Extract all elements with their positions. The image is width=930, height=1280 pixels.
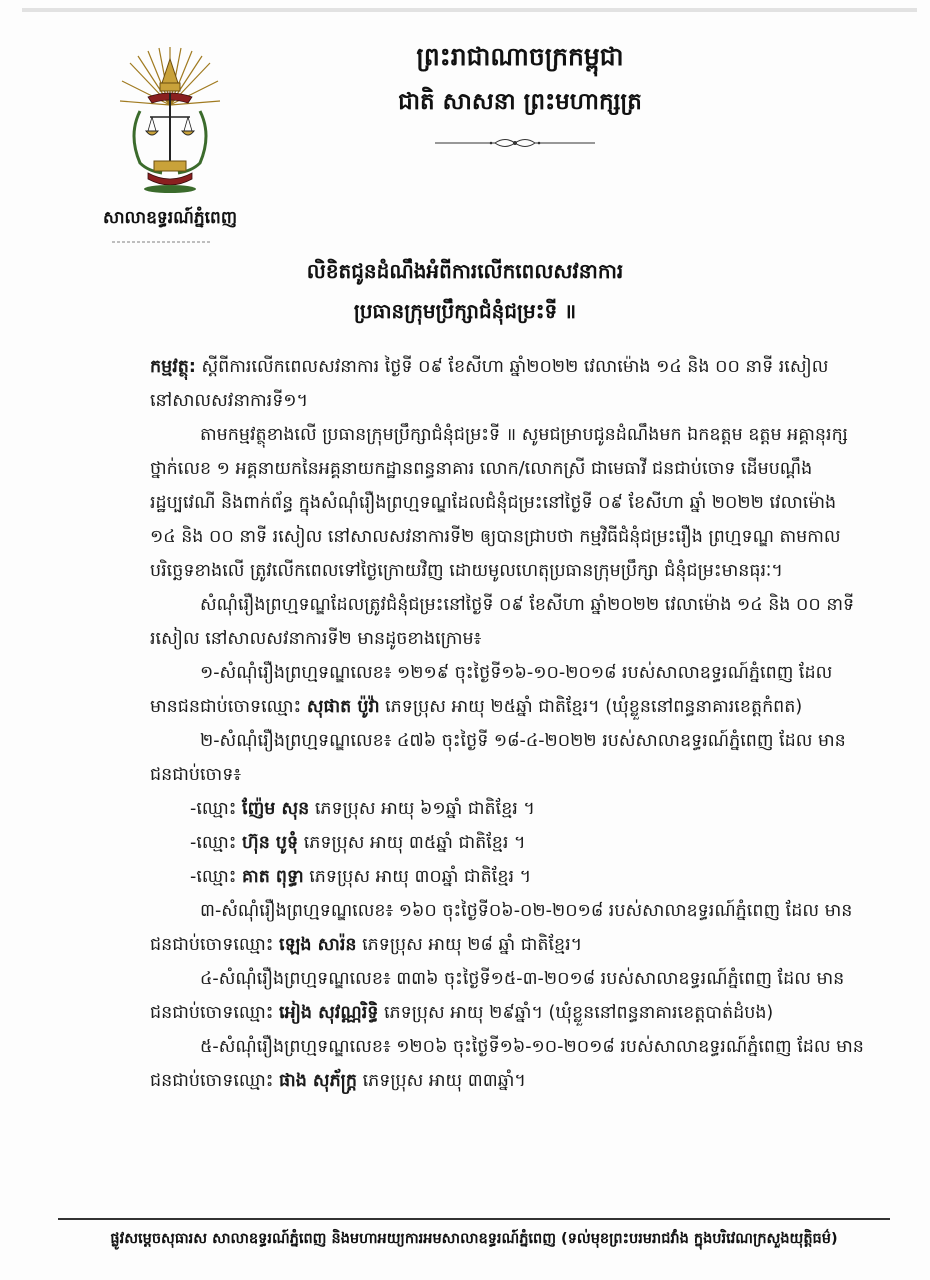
notice-paragraph: តាមកម្មវត្ថុខាងលើ ប្រធានក្រុមប្រឹក្សាជំនុំជម្រះទី ॥ សូមជម្រាបជូនដំណឹងមក ឯកឧត្តម ឧត្តម អគ្គានុរក្សថ្នាក់លេខ ១ អគ្គនាយកនៃអគ្គនាយកដ្ឋានពន្ធនាគារ លោក/លោកស្រី ជាមេធាវី ជនជាប់ចោទ ដើមបណ្តឹងរដ្ឋប្បវេណី និងពាក់ព័ន្ធ ក្នុងសំណុំរឿងព្រហ្មទណ្ឌដែលជំនុំជម្រះនៅថ្ងៃទី ០៩ ខែសីហា ឆ្នាំ ២០២២ វេលាម៉ោង ១៤ និង ០០ នាទី រសៀល នៅសាលសវនាការទី២ ឲ្យបានជ្រាបថា កម្មវិធីជំនុំជម្រះរឿង ព្រហ្មទណ្ឌ តាមកាលបរិច្ឆេទខាងលើ ត្រូវលើកពេលទៅថ្ងៃក្រោយវិញ ដោយមូលហេតុប្រធានក្រុមប្រឹក្សា ជំនុំជម្រះមានធុរៈ។ — [150, 425, 848, 581]
accused-prefix: -ឈ្មោះ — [190, 833, 243, 853]
accused-entry — [150, 826, 865, 860]
accused-prefix: -ឈ្មោះ — [190, 799, 243, 819]
case-item-5 — [150, 1030, 865, 1098]
case-item-text: ៤-សំណុំរឿងព្រហ្មទណ្ឌលេខ៖ ៣៣៦ ចុះថ្ងៃទី១៥-៣-២០១៨ របស់សាលាឧទ្ធរណ៍ភ្នំពេញ ដែល មានជនជាប់ចោទឈ្មោះ — [150, 969, 845, 1023]
subject-paragraph — [150, 350, 865, 418]
accused-name: ញ៉ែម សុន — [242, 799, 310, 819]
accused-entry — [150, 860, 865, 894]
case-item-text: ភេទប្រុស អាយុ ២៩ឆ្នាំ។ (ឃុំខ្លួននៅពន្ធនាគារខេត្តបាត់ដំបង) — [378, 1003, 774, 1023]
accused-name: សុផាត ប៉ូវ៉ា — [306, 697, 380, 717]
case-item-text: ភេទប្រុស អាយុ ២៥ឆ្នាំ ជាតិខ្មែរ។ (ឃុំខ្លួននៅពន្ធនាគារខេត្តកំពត) — [379, 697, 803, 717]
divider-ornament-icon — [112, 238, 212, 246]
scan-edge — [22, 8, 917, 12]
footer-divider — [58, 1218, 890, 1220]
accused-details: ភេទប្រុស អាយុ ៣៥ឆ្នាំ ជាតិខ្មែរ ។ — [298, 833, 526, 853]
divider-ornament-icon — [435, 136, 595, 150]
case-item-3 — [150, 894, 865, 962]
accused-details: ភេទប្រុស អាយុ ៦១ឆ្នាំ ជាតិខ្មែរ ។ — [309, 799, 535, 819]
royal-emblem-icon — [118, 45, 222, 195]
national-motto: ជាតិ សាសនា ព្រះមហាក្សត្រ — [398, 88, 642, 115]
case-item-1 — [150, 656, 865, 724]
footer-address: ផ្លូវសម្តេចសុធារស សាលាឧទ្ធរណ៍ភ្នំពេញ និងមហាអយ្យការអមសាលាឧទ្ធរណ៍ភ្នំពេញ (ទល់មុខព្រះបរមរាជវាំង ក្នុងបរិវេណក្រសួងយុត្តិធម៌) — [110, 1231, 838, 1247]
document-title-line-1: លិខិតជូនដំណឹងអំពីការលើកពេលសវនាការ — [306, 259, 624, 283]
accused-entry — [150, 792, 865, 826]
document-body — [150, 350, 865, 1098]
accused-details: ភេទប្រុស អាយុ ៣០ឆ្នាំ ជាតិខ្មែរ ។ — [303, 867, 532, 887]
case-item-text: ១-សំណុំរឿងព្រហ្មទណ្ឌលេខ៖ ១២១៩ ចុះថ្ងៃទី១៦-១០-២០១៨ របស់សាលាឧទ្ធរណ៍ភ្នំពេញ ដែល មានជនជាប់ចោទឈ្មោះ — [150, 663, 833, 717]
case-item-text: ៥-សំណុំរឿងព្រហ្មទណ្ឌលេខ៖ ១២០៦ ចុះថ្ងៃទី១៦-១០-២០១៨ របស់សាលាឧទ្ធរណ៍ភ្នំពេញ ដែល មានជនជាប់ចោទឈ្មោះ — [150, 1037, 864, 1091]
case-item-4 — [150, 962, 865, 1030]
accused-prefix: -ឈ្មោះ — [190, 867, 243, 887]
accused-name: ឡេង សារ៉ន — [279, 935, 357, 955]
case-item-2: ២-សំណុំរឿងព្រហ្មទណ្ឌលេខ៖ ៤៧៦ ចុះថ្ងៃទី ១៨-៤-២០២២ របស់សាលាឧទ្ធរណ៍ភ្នំពេញ ដែល មានជនជាប់ចោទ៖ — [150, 731, 846, 785]
case-item-text: ភេទប្រុស អាយុ ៣៣ឆ្នាំ។ — [357, 1071, 526, 1091]
accused-name: ហ៊ុន បូទុំ — [242, 833, 299, 853]
subject-label: កម្មវត្ថុ: — [150, 357, 196, 377]
document-title-line-2: ប្រធានក្រុមប្រឹក្សាជំនុំជម្រះទី ॥ — [353, 299, 577, 323]
accused-name: គាត ពុទ្ធា — [242, 867, 304, 887]
court-name: សាលាឧទ្ធរណ៍ភ្នំពេញ — [102, 208, 238, 228]
case-list-intro: សំណុំរឿងព្រហ្មទណ្ឌដែលត្រូវជំនុំជម្រះនៅថ្ងៃទី ០៩ ខែសីហា ឆ្នាំ២០២២ វេលាម៉ោង ១៤ និង ០០ នាទី រសៀល នៅសាលសវនាការទី២ មានដូចខាងក្រោម៖ — [150, 595, 855, 649]
accused-name: ផាង សុភ័ក្ត្រ — [279, 1071, 358, 1091]
accused-name: អៀង សុវណ្ណរិទ្ធិ — [279, 1003, 379, 1023]
case-item-text: ៣-សំណុំរឿងព្រហ្មទណ្ឌលេខ៖ ១៦០ ចុះថ្ងៃទី០៦-០២-២០១៨ របស់សាលាឧទ្ធរណ៍ភ្នំពេញ ដែល មានជនជាប់ចោទឈ្មោះ — [150, 901, 853, 955]
subject-text: ស្តីពីការលើកពេលសវនាការ ថ្ងៃទី ០៩ ខែសីហា ឆ្នាំ២០២២ វេលាម៉ោង ១៤ និង ០០ នាទី រសៀល នៅសាលសវនាការទី១។ — [150, 357, 829, 411]
case-item-text: ភេទប្រុស អាយុ ២៨ ឆ្នាំ ជាតិខ្មែរ។ — [356, 935, 583, 955]
kingdom-heading: ព្រះរាជាណាចក្រកម្ពុជា — [416, 42, 624, 71]
